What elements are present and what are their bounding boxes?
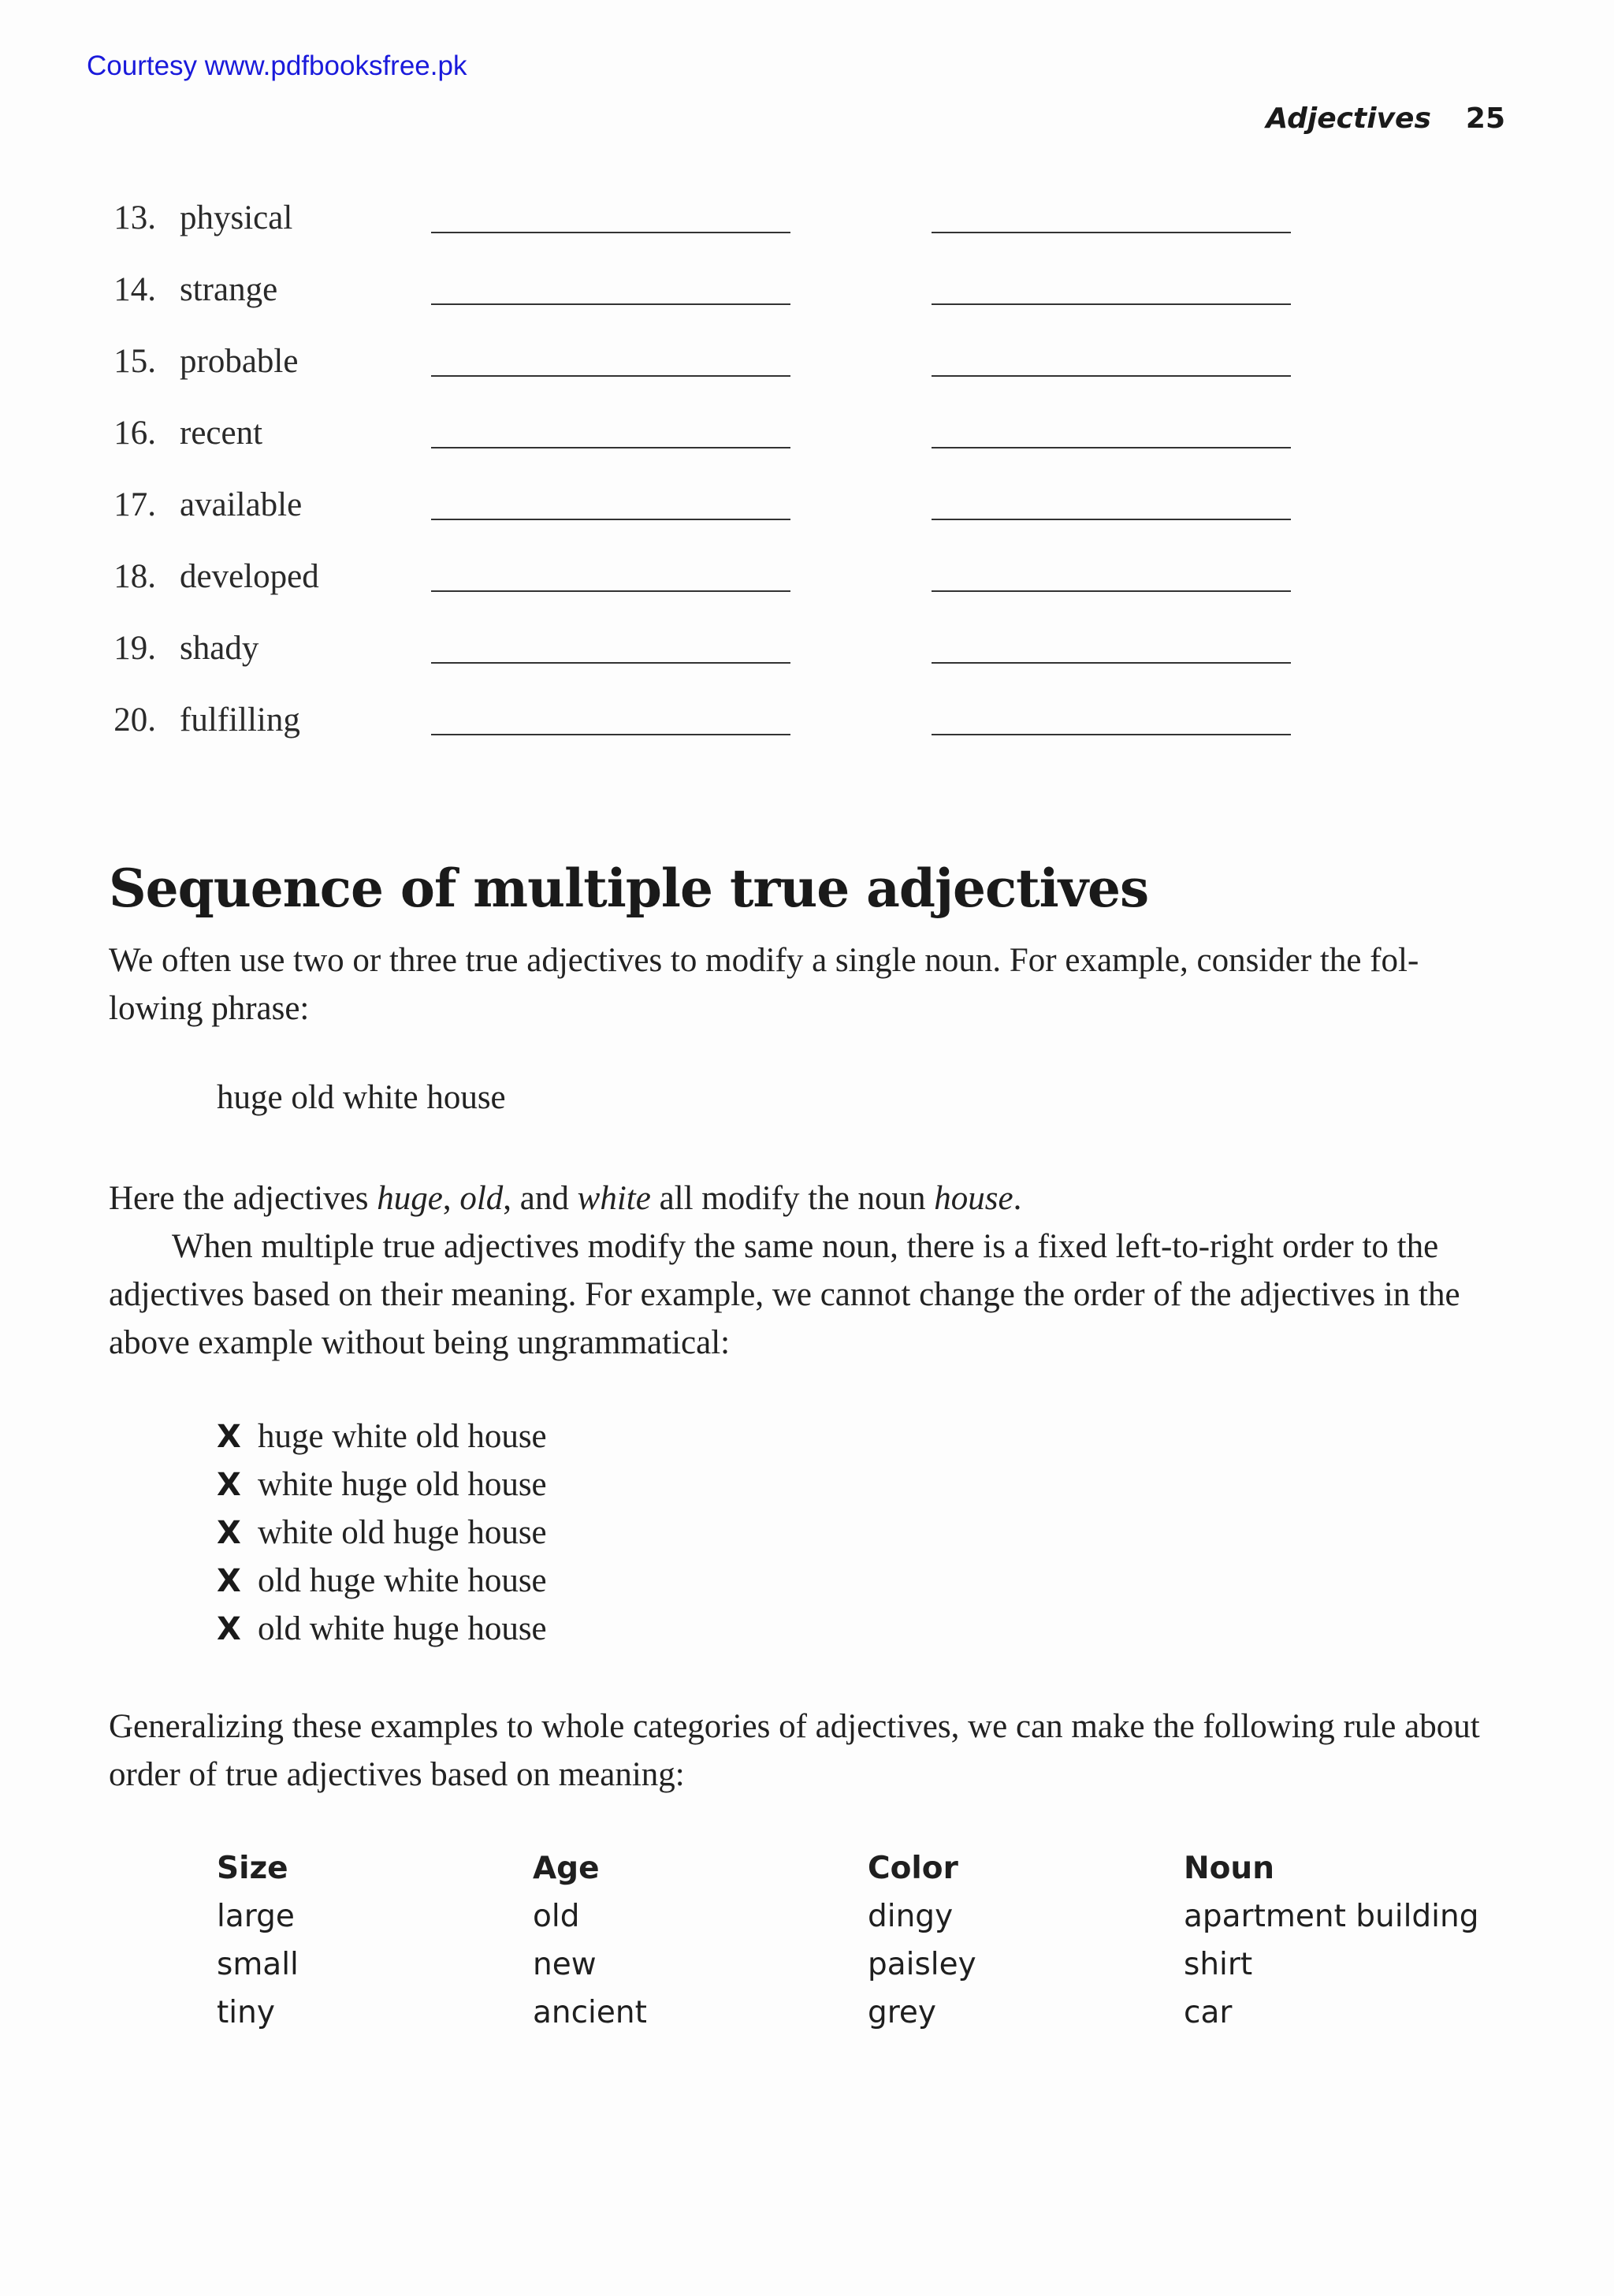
table-row: [217, 1941, 1515, 1989]
ungrammatical-phrase: old huge white house: [258, 1562, 547, 1599]
exercise-item: [0, 270, 1614, 318]
answer-blank[interactable]: [431, 303, 790, 305]
table-cell: old: [533, 1899, 580, 1934]
emphasis-adjective: white: [577, 1180, 651, 1217]
exercise-word: physical: [180, 199, 293, 236]
exercise-item: [0, 199, 1614, 246]
x-mark-icon: X: [217, 1562, 241, 1599]
generalize-paragraph: Generalizing these examples to whole categories of adjectives, we can make the following rule about order of true adjectives based on meaning:: [109, 1708, 1480, 1793]
exercise-word: strange: [180, 271, 278, 308]
list-item: [217, 1461, 547, 1509]
answer-blank[interactable]: [932, 662, 1291, 664]
list-item: [217, 1557, 547, 1605]
answer-blank[interactable]: [431, 662, 790, 664]
table-cell: small: [217, 1947, 299, 1982]
exercise-item: [0, 486, 1614, 533]
answer-blank[interactable]: [932, 303, 1291, 305]
intro-paragraph: We often use two or three true adjectives to modify a single noun. For example, consider the fol-lowing phrase:: [109, 942, 1419, 1027]
list-item: [217, 1412, 547, 1461]
answer-blank[interactable]: [932, 232, 1291, 233]
emphasis-noun: house: [934, 1180, 1013, 1217]
table-cell: grey: [868, 1995, 937, 2030]
table-cell: paisley: [868, 1947, 976, 1982]
answer-blank[interactable]: [431, 375, 790, 377]
emphasis-adjective: huge: [377, 1180, 443, 1217]
answer-blank[interactable]: [431, 734, 790, 735]
table-cell: ancient: [533, 1995, 647, 2030]
table-cell: large: [217, 1899, 295, 1934]
exercise-item: [0, 414, 1614, 461]
column-header-size: Size: [217, 1851, 288, 1886]
sentence-text: .: [1013, 1180, 1022, 1217]
answer-blank[interactable]: [932, 590, 1291, 592]
section-heading: Sequence of multiple true adjectives: [109, 858, 1149, 919]
column-header-age: Age: [533, 1851, 600, 1886]
running-head: [1266, 102, 1505, 135]
ungrammatical-examples-list: [217, 1412, 547, 1653]
exercise-number: 17.: [113, 486, 156, 523]
sentence-text: ,: [442, 1180, 460, 1217]
answer-blank[interactable]: [431, 590, 790, 592]
answer-blank[interactable]: [431, 232, 790, 233]
exercise-word: developed: [180, 558, 319, 595]
answer-blank[interactable]: [932, 519, 1291, 520]
table-row: [217, 1892, 1515, 1941]
answer-blank[interactable]: [431, 447, 790, 448]
sentence-text: Here the adjectives: [109, 1180, 377, 1217]
running-head-title: Adjectives: [1266, 102, 1431, 135]
table-cell: car: [1184, 1995, 1233, 2030]
column-header-noun: Noun: [1184, 1851, 1274, 1886]
table-row: [217, 1989, 1515, 2037]
exercise-item: [0, 342, 1614, 389]
x-mark-icon: X: [217, 1466, 241, 1503]
ungrammatical-phrase: old white huge house: [258, 1610, 547, 1647]
adjective-order-table: [217, 1844, 1515, 2037]
exercise-item: [0, 557, 1614, 605]
exercise-number: 19.: [113, 630, 156, 667]
exercise-number: 16.: [113, 415, 156, 452]
modify-sentence: [109, 1174, 1508, 1222]
exercise-item: [0, 701, 1614, 748]
page-number: 25: [1465, 102, 1505, 135]
table-cell: dingy: [868, 1899, 954, 1934]
exercise-word: available: [180, 486, 303, 523]
exercise-number: 20.: [113, 701, 156, 739]
exercise-number: 13.: [113, 199, 156, 236]
x-mark-icon: X: [217, 1610, 241, 1647]
answer-blank[interactable]: [932, 447, 1291, 448]
courtesy-link[interactable]: Courtesy www.pdfbooksfree.pk: [87, 50, 467, 81]
x-mark-icon: X: [217, 1514, 241, 1551]
exercise-number: 15.: [113, 343, 156, 380]
sentence-text: , and: [503, 1180, 578, 1217]
ungrammatical-phrase: white huge old house: [258, 1466, 547, 1503]
answer-blank[interactable]: [932, 375, 1291, 377]
exercise-number: 14.: [113, 271, 156, 308]
sentence-text: all modify the noun: [650, 1180, 935, 1217]
x-mark-icon: X: [217, 1418, 241, 1455]
table-cell: new: [533, 1947, 597, 1982]
ungrammatical-phrase: white old huge house: [258, 1514, 547, 1551]
answer-blank[interactable]: [431, 519, 790, 520]
column-header-color: Color: [868, 1851, 958, 1886]
table-header-row: [217, 1844, 1515, 1892]
emphasis-adjective: old: [459, 1180, 504, 1217]
order-paragraph: When multiple true adjectives modify the same noun, there is a fixed left-to-right order to the adjectives based on their meaning. For example, we cannot change the order of the adjectives in the above example without being ungrammatical:: [109, 1228, 1460, 1361]
exercise-number: 18.: [113, 558, 156, 595]
exercise-word: probable: [180, 343, 299, 380]
exercise-word: recent: [180, 415, 263, 452]
table-cell: tiny: [217, 1995, 275, 2030]
list-item: [217, 1605, 547, 1653]
ungrammatical-phrase: huge white old house: [258, 1418, 547, 1455]
example-phrase: huge old white house: [217, 1079, 506, 1116]
exercise-item: [0, 629, 1614, 676]
table-cell: shirt: [1184, 1947, 1253, 1982]
exercise-word: shady: [180, 630, 259, 667]
exercise-word: fulfilling: [180, 701, 300, 739]
list-item: [217, 1509, 547, 1557]
answer-blank[interactable]: [932, 734, 1291, 735]
table-cell: apartment building: [1184, 1899, 1479, 1934]
